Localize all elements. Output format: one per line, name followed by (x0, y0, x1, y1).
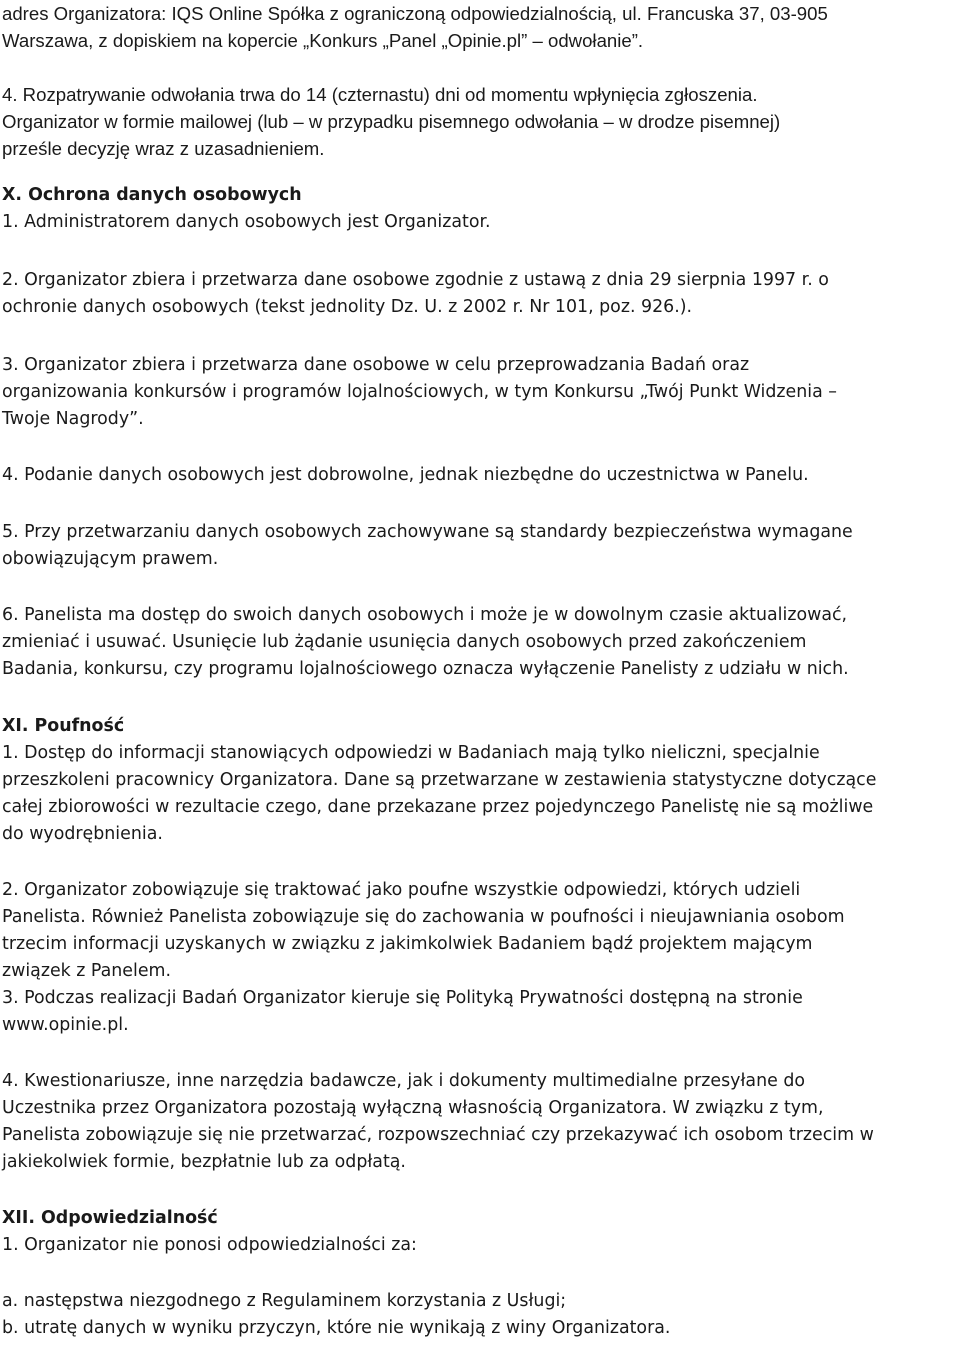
section-x-p6-line-1: 6. Panelista ma dostęp do swoich danych osobowych i może je w dowolnym czasie aktualizować, (2, 605, 848, 625)
section-x-p3-line-3: Twoje Nagrody”. (2, 409, 144, 429)
intro-line-1: adres Organizatora: IQS Online Spółka z ograniczoną odpowiedzialnością, ul. Francuska 37, 03-905 (2, 3, 828, 24)
section-xi-p3-line-2: www.opinie.pl. (2, 1015, 129, 1035)
section-x-p2-line-2: ochronie danych osobowych (tekst jednolity Dz. U. z 2002 r. Nr 101, poz. 926.). (2, 297, 693, 317)
section-xi-p2-line-4: związek z Panelem. (2, 961, 172, 981)
section-x-p2-line-1: 2. Organizator zbiera i przetwarza dane osobowe zgodnie z ustawą z dnia 29 sierpnia 1997 r. o (2, 270, 829, 290)
section-xi-p4-line-2: Uczestnika przez Organizatora pozostają wyłączną własnością Organizatora. W związku z tym, (2, 1098, 824, 1118)
section-xii-item-b: b. utratę danych w wyniku przyczyn, które nie wynikają z winy Organizatora. (2, 1318, 671, 1338)
section-xi-p4-line-1: 4. Kwestionariusze, inne narzędzia badawcze, jak i dokumenty multimedialne przesyłane do (2, 1071, 806, 1091)
section-x-p5-line-2: obowiązującym prawem. (2, 549, 219, 569)
section-x-p4: 4. Podanie danych osobowych jest dobrowolne, jednak niezbędne do uczestnictwa w Panelu. (2, 465, 809, 485)
section-xi-p4-line-3: Panelista zobowiązuje się nie przetwarzać, rozpowszechniać czy przekazywać ich osobom trzecim w (2, 1125, 874, 1145)
section-xii-p1: 1. Organizator nie ponosi odpowiedzialności za: (2, 1235, 417, 1255)
section-xii (2, 1205, 954, 1342)
section-x-p3-line-2: organizowania konkursów i programów lojalnościowych, w tym Konkursu „Twój Punkt Widzenia – (2, 382, 837, 402)
section-x-p3-line-1: 3. Organizator zbiera i przetwarza dane osobowe w celu przeprowadzania Badań oraz (2, 355, 750, 375)
section-x-p1: 1. Administratorem danych osobowych jest Organizator. (2, 212, 491, 232)
section-xi (2, 713, 954, 1176)
section-x-p5-line-1: 5. Przy przetwarzaniu danych osobowych zachowywane są standardy bezpieczeństwa wymagane (2, 522, 853, 542)
section-x-heading: X. Ochrona danych osobowych (2, 185, 302, 205)
intro-line-2: Warszawa, z dopiskiem na kopercie „Konkurs „Panel „Opinie.pl” – odwołanie”. (2, 30, 644, 51)
section-xi-p2-line-3: trzecim informacji uzyskanych w związku z jakimkolwiek Badaniem bądź projektem mającym (2, 934, 813, 954)
section-xi-p4-line-4: jakiekolwiek formie, bezpłatnie lub za odpłatą. (2, 1152, 406, 1172)
section-xi-p3-line-1: 3. Podczas realizacji Badań Organizator kieruje się Polityką Prywatności dostępną na stronie (2, 988, 803, 1008)
section-xi-heading: XI. Poufność (2, 716, 125, 736)
section-xii-heading: XII. Odpowiedzialność (2, 1208, 218, 1228)
section-x-p6-line-2: zmieniać i usuwać. Usunięcie lub żądanie usunięcia danych osobowych przed zakończeniem (2, 632, 807, 652)
section-xi-p1-line-4: do wyodrębnienia. (2, 824, 163, 844)
section-xi-p1-line-1: 1. Dostęp do informacji stanowiących odpowiedzi w Badaniach mają tylko nieliczni, specjalnie (2, 743, 820, 763)
section-xi-p2-line-1: 2. Organizator zobowiązuje się traktować jako poufne wszystkie odpowiedzi, których udzieli (2, 880, 801, 900)
intro-p4-line-2: Organizator w formie mailowej (lub – w przypadku pisemnego odwołania – w drodze pisemnej) (2, 111, 781, 132)
section-xi-p2-line-2: Panelista. Również Panelista zobowiązuje się do zachowania w poufności i nieujawniania osobom (2, 907, 845, 927)
intro-p4-line-3: prześle decyzję wraz z uzasadnieniem. (2, 138, 325, 159)
section-xii-item-a: a. następstwa niezgodnego z Regulaminem korzystania z Usługi; (2, 1291, 567, 1311)
section-xi-p1-line-2: przeszkoleni pracownicy Organizatora. Dane są przetwarzane w zestawienia statystyczne dotyczące (2, 770, 877, 790)
document-page (2, 0, 954, 1342)
section-x (2, 182, 954, 683)
intro-block (2, 0, 954, 162)
intro-p4-line-1: 4. Rozpatrywanie odwołania trwa do 14 (czternastu) dni od momentu wpłynięcia zgłoszenia. (2, 84, 758, 105)
section-xi-p1-line-3: całej zbiorowości w rezultacie czego, dane przekazane przez pojedynczego Panelistę nie są możliwe (2, 797, 874, 817)
section-x-p6-line-3: Badania, konkursu, czy programu lojalnościowego oznacza wyłączenie Panelisty z udziału w nich. (2, 659, 849, 679)
